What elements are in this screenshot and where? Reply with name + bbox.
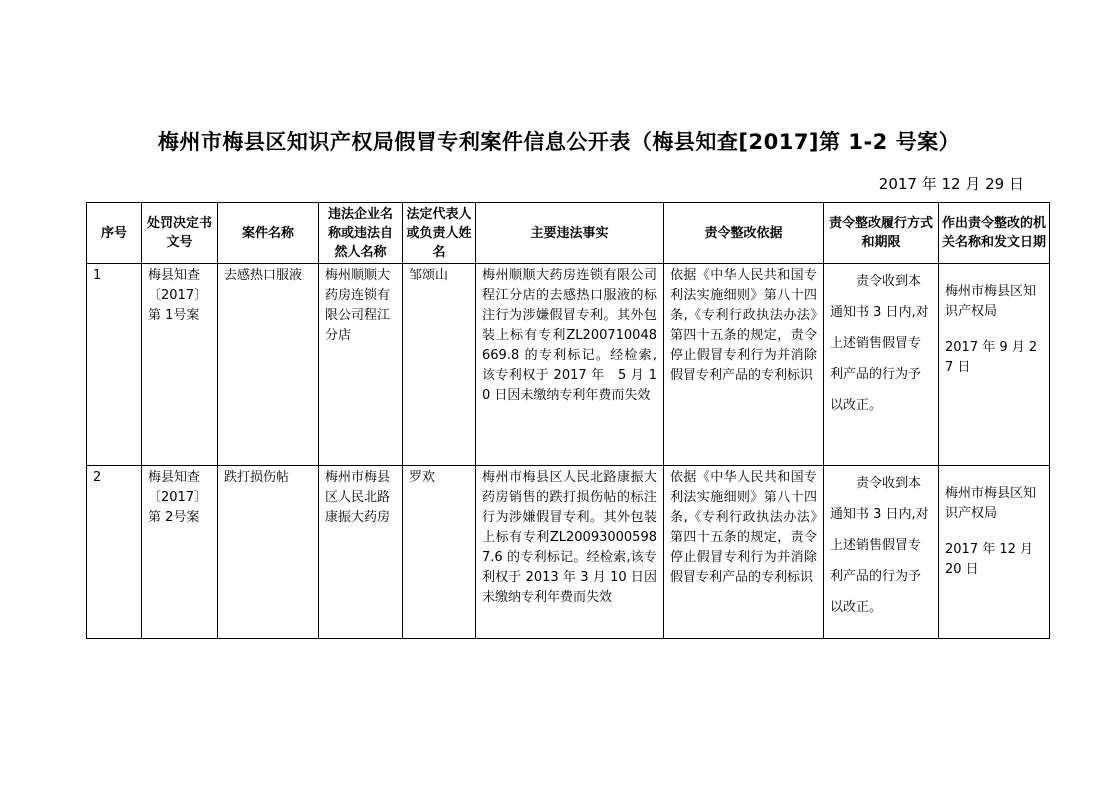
- cell-case-name: 跌打损伤帖: [218, 466, 319, 639]
- cell-basis: 依据《中华人民共和国专利法实施细则》第八十四条,《专利行政执法办法》第四十五条的规定，责令停止假冒专利行为并消除假冒专利产品的专利标识: [664, 264, 824, 466]
- cell-rep: 罗欢: [403, 466, 476, 639]
- authority-name: 梅州市梅县区知识产权局: [945, 486, 1037, 521]
- case-info-table: [86, 202, 1050, 639]
- header-company: 违法企业名称或违法自然人名称: [319, 203, 403, 264]
- cell-case-name: 去感热口服液: [218, 264, 319, 466]
- table-row: [87, 466, 1050, 639]
- header-authority: 作出责令整改的机关名称和发文日期: [939, 203, 1050, 264]
- requirement-text: 责令收到本通知书 3 日内,对上述销售假冒专利产品的行为予以改正。: [830, 476, 929, 615]
- cell-seq: 1: [87, 264, 142, 466]
- header-basis: 责令整改依据: [664, 203, 824, 264]
- header-facts: 主要违法事实: [476, 203, 664, 264]
- issue-date: 2017 年 9 月 27 日: [945, 340, 1038, 375]
- cell-basis: 依据《中华人民共和国专利法实施细则》第八十四条,《专利行政执法办法》第四十五条的规定，责令停止假冒专利行为并消除假冒专利产品的专利标识: [664, 466, 824, 639]
- header-case-name: 案件名称: [218, 203, 319, 264]
- header-requirement: 责令整改履行方式和期限: [824, 203, 939, 264]
- cell-facts: 梅州顺顺大药房连锁有限公司程江分店的去感热口服液的标注行为涉嫌假冒专利。其外包装上标有专利ZL200710048669.8 的专利标记。经检索,该专利权于 2017 年 5 月 10 日因未缴纳专利年费而失效: [476, 264, 664, 466]
- cell-doc-no: 梅县知查〔2017〕第 2号案: [142, 466, 218, 639]
- cell-authority: [939, 264, 1050, 466]
- cell-company: 梅州市梅县区人民北路康振大药房: [319, 466, 403, 639]
- header-rep: 法定代表人或负责人姓名: [403, 203, 476, 264]
- header-doc-no: 处罚决定书文号: [142, 203, 218, 264]
- cell-seq: 2: [87, 466, 142, 639]
- table-header-row: [87, 203, 1050, 264]
- cell-company: 梅州顺顺大药房连锁有限公司程江分店: [319, 264, 403, 466]
- cell-facts: 梅州市梅县区人民北路康振大药房销售的跌打损伤帖的标注行为涉嫌假冒专利。其外包装上标有专利ZL200930005987.6 的专利标记。经检索,该专利权于 2013 年 3 月 10 日因未缴纳专利年费而失效: [476, 466, 664, 639]
- cell-requirement: [824, 466, 939, 639]
- table-row: [87, 264, 1050, 466]
- authority-name: 梅州市梅县区知识产权局: [945, 284, 1037, 319]
- document-date: 2017 年 12 月 29 日: [878, 175, 1024, 193]
- document-title: 梅州市梅县区知识产权局假冒专利案件信息公开表（梅县知查[2017]第 1-2 号案）: [157, 130, 961, 154]
- cell-authority: [939, 466, 1050, 639]
- cell-requirement: [824, 264, 939, 466]
- header-seq: 序号: [87, 203, 142, 264]
- cell-rep: 邹颂山: [403, 264, 476, 466]
- cell-doc-no: 梅县知查〔2017〕第 1号案: [142, 264, 218, 466]
- issue-date: 2017 年 12 月 20 日: [945, 542, 1034, 577]
- requirement-text: 责令收到本通知书 3 日内,对上述销售假冒专利产品的行为予以改正。: [830, 274, 929, 413]
